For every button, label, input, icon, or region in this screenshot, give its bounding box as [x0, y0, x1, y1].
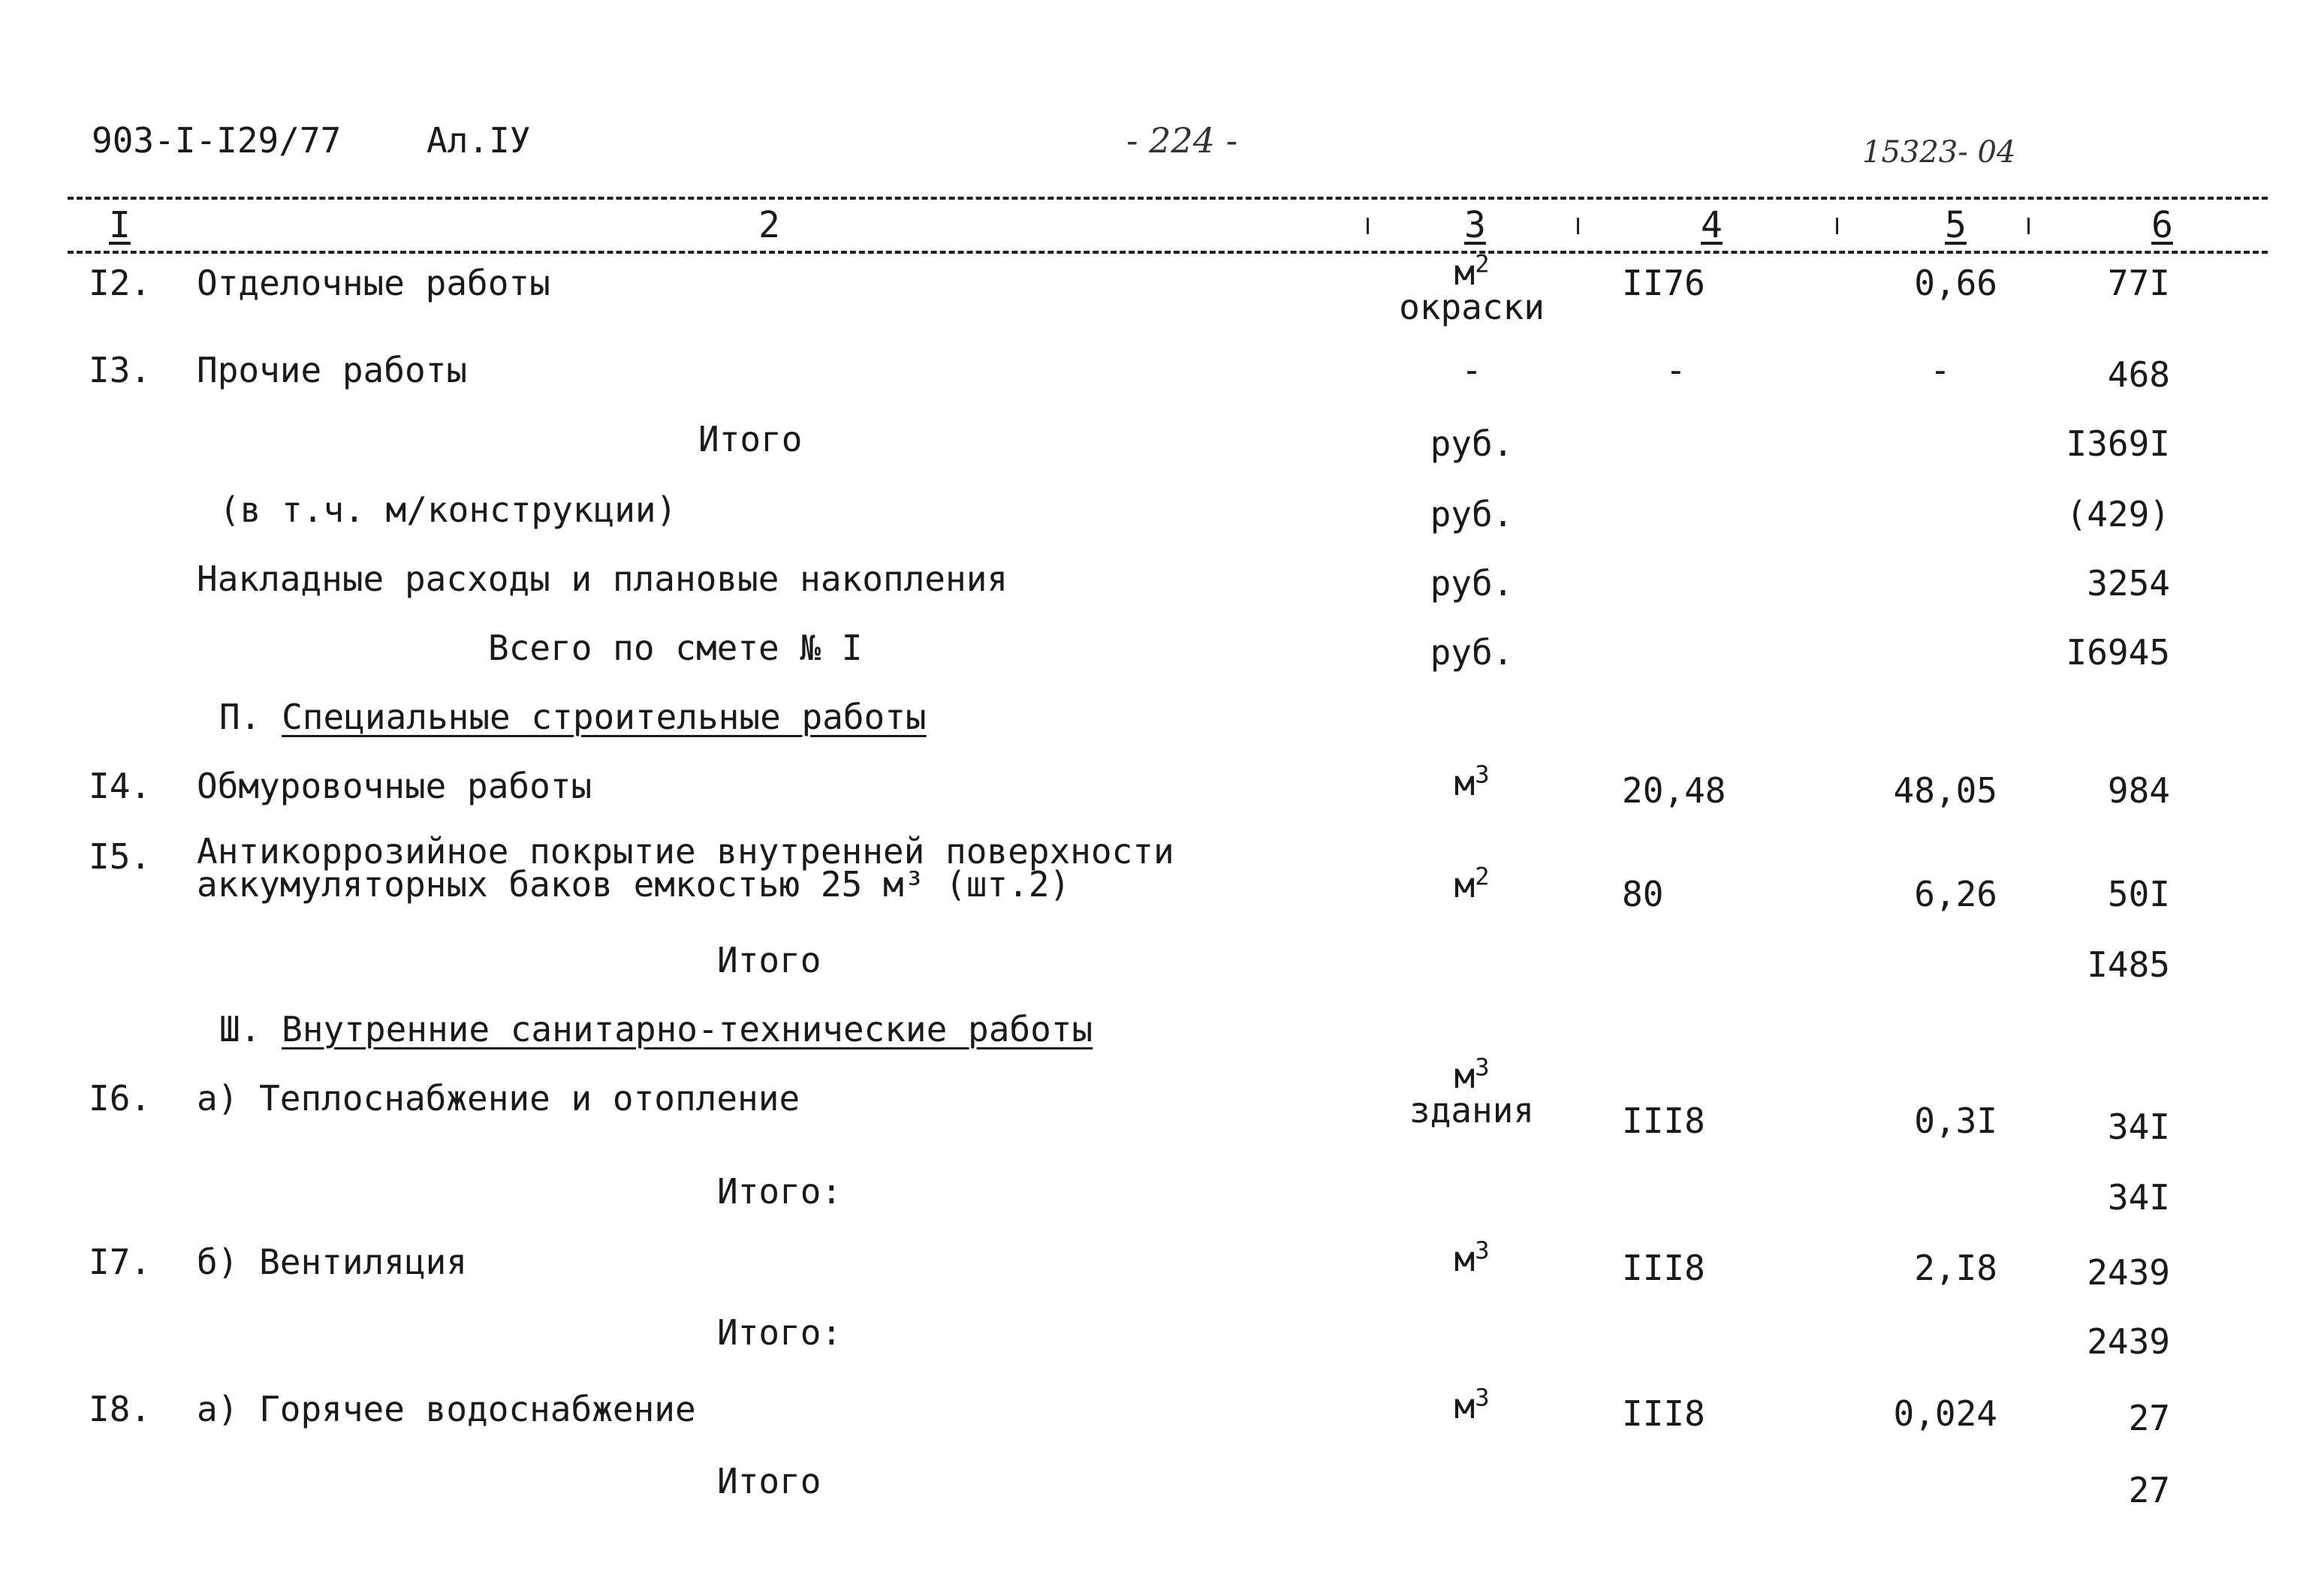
column-header-3: 3	[1464, 204, 1486, 246]
subtotal-label: Итого:	[717, 1171, 843, 1212]
column-header-4: 4	[1701, 204, 1723, 246]
row-total: 34I	[2107, 1177, 2170, 1218]
page-number: - 224 -	[1126, 120, 1238, 161]
row-description: а) Горячее водоснабжение	[197, 1389, 696, 1429]
row-quantity: -	[1665, 350, 1687, 390]
subtotal-label: Итого:	[717, 1312, 843, 1353]
row-quantity: III8	[1622, 1393, 1705, 1434]
column-separator	[2027, 218, 2030, 234]
row-quantity: 20,48	[1622, 770, 1726, 811]
section-heading: П. Специальные строительные работы	[219, 697, 927, 737]
column-header-1: I	[109, 204, 131, 246]
row-number: I3.	[89, 350, 152, 390]
column-separator	[1577, 218, 1579, 234]
row-unit: руб.	[1430, 632, 1514, 673]
row-number: I6.	[89, 1078, 152, 1119]
section-heading: Ш. Внутренние санитарно-технические работы	[219, 1009, 1093, 1049]
row-unit: руб.	[1430, 494, 1514, 535]
row-unit: $м^2$	[1454, 862, 1490, 905]
row-total: 27	[2128, 1398, 2170, 1438]
row-description: Прочие работы	[197, 350, 468, 390]
row-total: I485	[2087, 944, 2170, 985]
column-header-2: 2	[758, 204, 780, 246]
row-unit: $м^2$ окраски	[1399, 249, 1545, 327]
row-unit-cost: 48,05	[1893, 770, 1997, 811]
row-total: 2439	[2087, 1321, 2170, 1362]
row-description: Антикоррозийное покрытие внутренней поверхности аккумуляторных баков емкостью 25 м³ (шт.2)	[197, 831, 1174, 905]
column-separator	[1836, 218, 1838, 234]
row-description: (в т.ч. м/конструкции)	[219, 489, 677, 530]
row-total: 27	[2128, 1470, 2170, 1510]
row-total: 984	[2107, 770, 2170, 811]
column-header-5: 5	[1945, 204, 1967, 246]
row-unit-cost: -	[1930, 350, 1951, 390]
row-total: I6945	[2066, 632, 2170, 673]
row-unit-cost: 2,I8	[1914, 1248, 1997, 1288]
row-unit: $м^3$ здания	[1409, 1052, 1535, 1131]
row-unit-cost: 0,3I	[1914, 1101, 1997, 1141]
row-total: 50I	[2107, 874, 2170, 914]
row-description: б) Вентиляция	[197, 1242, 468, 1282]
row-unit: руб.	[1430, 423, 1514, 464]
row-unit: руб.	[1430, 563, 1514, 604]
header-divider-bottom	[68, 251, 2268, 254]
row-number: I2.	[89, 263, 152, 303]
row-number: I8.	[89, 1389, 152, 1429]
row-unit: $м^3$	[1454, 760, 1490, 803]
row-quantity: 80	[1622, 874, 1664, 914]
row-total: 2439	[2087, 1252, 2170, 1293]
row-unit: $м^3$	[1454, 1236, 1490, 1279]
header-divider-top	[68, 197, 2268, 200]
album-number: Ал.IУ	[427, 120, 531, 161]
row-number: I5.	[89, 836, 152, 877]
column-separator	[1367, 218, 1369, 234]
subtotal-label: Итого	[717, 940, 821, 980]
row-total: 468	[2107, 354, 2170, 395]
estimate-total-label: Всего по смете № I	[488, 628, 863, 668]
row-number: I4.	[89, 766, 152, 806]
column-header-6: 6	[2151, 204, 2173, 246]
subtotal-label: Итого	[717, 1461, 821, 1501]
subtotal-label: Итого	[698, 419, 803, 459]
row-unit-cost: 6,26	[1914, 874, 1997, 914]
row-unit: $м^3$	[1454, 1383, 1490, 1426]
row-number: I7.	[89, 1242, 152, 1282]
row-quantity: III8	[1622, 1248, 1705, 1288]
row-quantity: III8	[1622, 1101, 1705, 1141]
row-total: 3254	[2087, 563, 2170, 604]
row-unit-cost: 0,024	[1893, 1393, 1997, 1434]
row-total: I369I	[2066, 423, 2170, 464]
row-quantity: II76	[1622, 263, 1705, 303]
row-unit-cost: 0,66	[1914, 263, 1997, 303]
row-total: 77I	[2107, 263, 2170, 303]
row-description: Отделочные работы	[197, 263, 550, 303]
row-total: 34I	[2107, 1107, 2170, 1147]
row-description: Обмуровочные работы	[197, 766, 592, 806]
document-code: 903-I-I29/77	[92, 120, 342, 161]
row-description: Накладные расходы и плановые накопления	[197, 559, 1008, 599]
row-description: а) Теплоснабжение и отопление	[197, 1078, 800, 1119]
row-unit: -	[1461, 350, 1482, 390]
handwritten-reference: 15323- 04	[1862, 135, 2016, 170]
row-total: (429)	[2066, 494, 2170, 535]
